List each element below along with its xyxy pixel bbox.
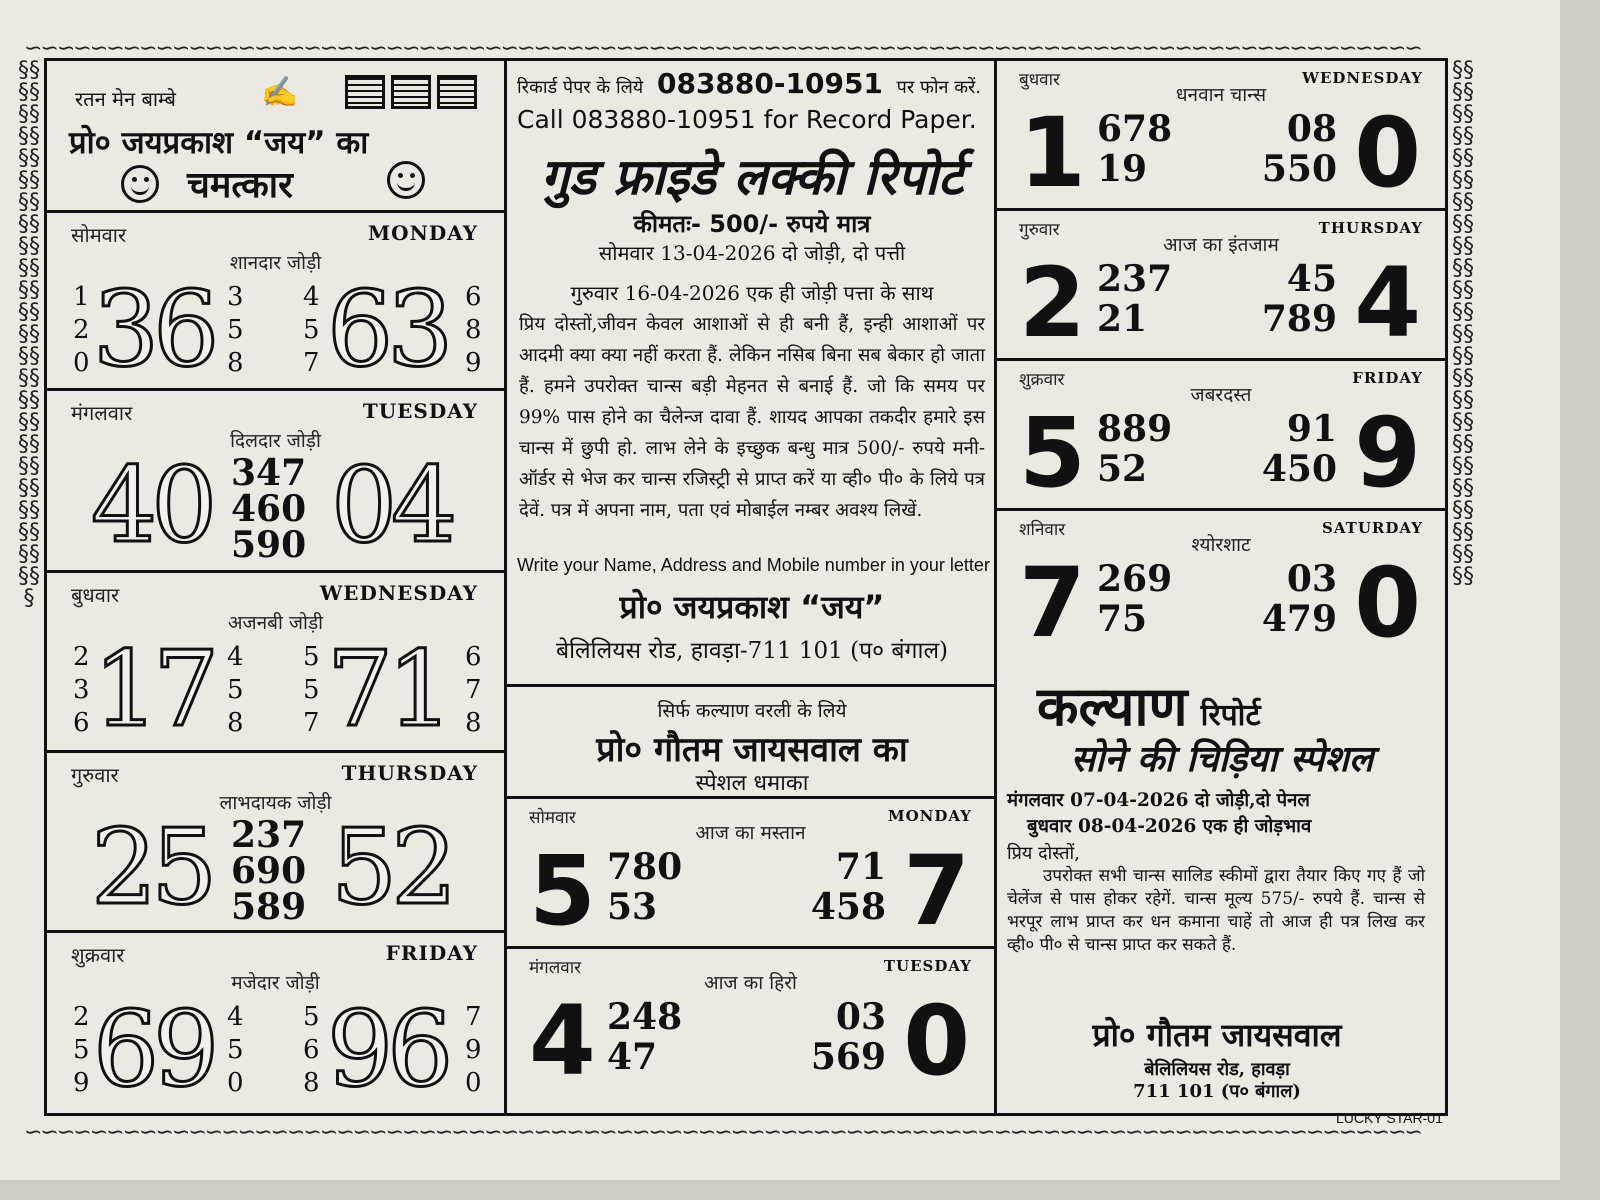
open-digit: 2	[1019, 247, 1086, 359]
panna-number: 450	[1261, 448, 1337, 490]
pen-icon: ✍	[261, 75, 299, 110]
digit: 5	[303, 315, 320, 345]
close-digit: 4	[1354, 247, 1421, 359]
digit: 0	[73, 348, 90, 378]
digit-stack	[227, 1001, 244, 1100]
jodi-number: 21	[1097, 298, 1148, 340]
jodi-number: 91	[1286, 408, 1337, 450]
digit-stack	[303, 1001, 320, 1100]
digit: 5	[303, 1002, 320, 1032]
main-report-box	[507, 61, 994, 687]
close-digit: 0	[903, 985, 970, 1097]
phone-line-pre: रिकार्ड पेपर के लिये	[517, 77, 644, 98]
kalyan-address-2: 711 101 (प० बंगाल)	[1133, 1081, 1301, 1102]
digit: 0	[227, 1068, 244, 1098]
report-body: प्रिय दोस्तों,जीवन केवल आशाओं से ही बनी हैं, इन्ही आशाओं पर आदमी क्या क्या नहीं करता हैं. लेकिन नसिब बिना सब बेकार हो जाता हैं. हमने उपरोक्त चान्स बड़ी मेहनत से बनाई हैं. जो कि समय पर 99% पास होने का चैलेन्ज दावा हैं. शायद आपका तकदीर हमारे इस चान्स में छुपी हो. लाभ लेने के इच्छुक बन्धु मात्र 500/- रुपये मनी-ऑर्डर से भेज कर चान्स रजिस्ट्री से प्राप्त करें या व्ही० पी० के लिये पत्र देवें. पत्र में अपना नाम, पता एवं मोबाईल नम्बर अवश्य लिखें.	[519, 314, 985, 521]
digit-stack	[465, 281, 482, 380]
panna-number: 550	[1261, 148, 1337, 190]
panna-number: 458	[810, 886, 886, 928]
panna-number: 889	[1097, 408, 1173, 450]
kalyan-date-2: बुधवार 08-04-2026 एक ही जोड़भाव	[1027, 816, 1312, 837]
panna-number: 269	[1097, 558, 1173, 600]
kalyan-greeting: प्रिय दोस्तों,	[1007, 843, 1080, 864]
report-title: गुड फ्राइडे लक्की रिपोर्ट	[540, 148, 964, 206]
day-number-box	[997, 511, 1445, 661]
jodi-number: 71	[327, 628, 448, 750]
day-name-english: FRIDAY	[385, 941, 478, 965]
left-day-box	[47, 573, 504, 753]
digit: 5	[73, 1035, 90, 1065]
digit: 6	[303, 1035, 320, 1065]
kalyan-title: कल्याण	[1037, 675, 1188, 738]
kalyan-report-box	[997, 661, 1445, 1113]
digit-stack	[227, 281, 244, 380]
jodi-number: 08	[1286, 108, 1337, 150]
left-day-box	[47, 391, 504, 573]
jodi-number: 45	[1286, 258, 1337, 300]
open-digit: 1	[1019, 97, 1086, 209]
gautam-name: प्रो० गौतम जायसवाल का	[596, 730, 908, 770]
address: बेलिलियस रोड, हावड़ा-711 101 (प० बंगाल)	[555, 638, 949, 664]
digit: 1	[73, 282, 90, 312]
right-column	[997, 61, 1445, 1113]
panna-number: 460	[231, 488, 307, 530]
digit: 6	[465, 642, 482, 672]
day-tagline: धनवान चान्स	[1175, 84, 1267, 106]
day-name-hindi: शुक्रवार	[1019, 370, 1065, 390]
jodi-number: 71	[835, 846, 886, 888]
digit: 7	[303, 708, 320, 738]
digit: 8	[227, 708, 244, 738]
digit: 9	[73, 1068, 90, 1098]
bottom-border-ornament: ∽∽∽∽∽∽∽∽∽∽∽∽∽∽∽∽∽∽∽∽∽∽∽∽∽∽∽∽∽∽∽∽∽∽∽∽∽∽∽∽∽∽∽∽∽∽∽∽∽∽∽∽∽∽∽∽∽∽∽∽∽∽∽∽∽∽∽∽∽∽∽∽∽∽∽∽∽∽∽∽∽∽∽∽∽	[24, 1122, 1421, 1144]
jodi-number: 75	[1097, 598, 1148, 640]
digit: 2	[73, 642, 90, 672]
left-day-box	[47, 933, 504, 1119]
footer-code: LUCKY STAR-01	[1336, 1110, 1443, 1126]
digit: 8	[303, 1068, 320, 1098]
jodi-number: 03	[1286, 558, 1337, 600]
day-number-box	[997, 361, 1445, 511]
kalyan-name: प्रो० गौतम जायसवाल	[1092, 1016, 1342, 1054]
day-tagline: आज का हिरो	[704, 972, 797, 994]
digit: 6	[465, 282, 482, 312]
page-frame	[44, 58, 1448, 1116]
call-line: Call 083880-10951 for Record Paper.	[517, 105, 977, 134]
phone-number: 083880-10951	[656, 67, 883, 100]
digit-stack	[465, 641, 482, 740]
day-name-english: MONDAY	[368, 221, 478, 245]
jodi-number: 19	[1097, 148, 1148, 190]
left-border-ornament: §§§§§§§§§§§§§§§§§§§§§§§§§§§§§§§§§§§§§§§§§§§§§§§§§	[18, 60, 40, 611]
digit: 5	[227, 1035, 244, 1065]
header-box	[47, 61, 504, 213]
open-digit: 5	[529, 835, 596, 947]
book-icon	[345, 75, 385, 109]
pair-tagline: शानदार जोड़ी	[229, 252, 322, 274]
close-digit: 0	[1354, 547, 1421, 659]
smiley-icon	[121, 165, 159, 203]
date-line-1: सोमवार 13-04-2026 दो जोड़ी, दो पत्ती	[598, 241, 906, 265]
day-name-hindi: सोमवार	[71, 223, 127, 247]
day-number-box	[507, 799, 994, 949]
day-name-hindi: बुधवार	[71, 583, 120, 607]
digit: 8	[227, 348, 244, 378]
jodi-number: 04	[331, 444, 452, 566]
jodi-number: 53	[607, 886, 658, 928]
panna-number: 789	[1261, 298, 1337, 340]
day-tagline: आज का इंतजाम	[1163, 234, 1279, 256]
left-column	[47, 61, 507, 1113]
pair-tagline: अजनबी जोड़ी	[227, 612, 324, 634]
panna-number: 248	[607, 996, 683, 1038]
panna-stack	[231, 452, 307, 566]
book-icon	[391, 75, 431, 109]
day-name-english: WEDNESDAY	[1302, 69, 1423, 87]
jodi-number: 52	[331, 806, 452, 928]
jodi-number: 36	[93, 268, 214, 390]
kalyan-date-1: मंगलवार 07-04-2026 दो जोड़ी,दो पेनल	[1007, 790, 1310, 811]
jodi-number: 25	[91, 806, 212, 928]
day-name-english: WEDNESDAY	[319, 581, 478, 605]
digit: 7	[465, 1002, 482, 1032]
digit: 4	[227, 642, 244, 672]
panna-number: 479	[1261, 598, 1337, 640]
panna-number: 590	[231, 524, 307, 566]
digit: 4	[227, 1002, 244, 1032]
left-day-box	[47, 213, 504, 391]
jodi-number: 03	[835, 996, 886, 1038]
day-tagline: जबरदस्त	[1190, 384, 1252, 406]
close-digit: 7	[903, 835, 970, 947]
day-name-english: TUESDAY	[362, 399, 478, 423]
header-name: प्रो० जयप्रकाश “जय” का	[69, 125, 369, 161]
middle-column	[507, 61, 997, 1113]
day-tagline: श्योरशाट	[1191, 534, 1251, 556]
right-border-ornament: §§§§§§§§§§§§§§§§§§§§§§§§§§§§§§§§§§§§§§§§§§§§§§§§	[1452, 60, 1474, 589]
day-name-hindi: मंगलवार	[71, 401, 133, 425]
jodi-number: 52	[1097, 448, 1148, 490]
close-digit: 9	[1354, 397, 1421, 509]
phone-line-post: पर फोन करें.	[896, 77, 982, 98]
panna-stack	[231, 814, 307, 928]
panna-number: 569	[810, 1036, 886, 1078]
close-digit: 0	[1354, 97, 1421, 209]
special-dhamaka: स्पेशल धमाका	[695, 771, 809, 796]
digit: 9	[465, 348, 482, 378]
panna-number: 347	[231, 452, 307, 494]
signature: प्रो० जयप्रकाश “जय”	[619, 588, 885, 626]
kalyan-title-suffix: रिपोर्ट	[1200, 698, 1261, 733]
day-name-english: THURSDAY	[1318, 219, 1423, 237]
digit-stack	[227, 641, 244, 740]
day-number-box	[997, 61, 1445, 211]
day-name-hindi: मंगलवार	[529, 958, 582, 978]
day-tagline: आज का मस्तान	[695, 822, 806, 844]
jodi-number: 63	[327, 268, 448, 390]
digit: 5	[227, 675, 244, 705]
price-line: कीमतः- 500/- रुपये मात्र	[633, 210, 871, 238]
day-name-english: SATURDAY	[1322, 519, 1423, 537]
day-name-hindi: सोमवार	[529, 808, 576, 828]
digit: 4	[303, 282, 320, 312]
day-name-english: MONDAY	[888, 807, 972, 825]
open-digit: 4	[529, 985, 596, 1097]
date-line-2: गुरुवार 16-04-2026 एक ही जोड़ी पत्ता के साथ	[570, 281, 934, 305]
jodi-number: 17	[93, 628, 214, 750]
digit: 5	[303, 675, 320, 705]
panna-number: 780	[607, 846, 683, 888]
day-number-box	[997, 211, 1445, 361]
digit: 2	[73, 315, 90, 345]
day-name-hindi: गुरुवार	[1019, 220, 1060, 240]
jodi-number: 40	[91, 444, 212, 566]
day-name-hindi: बुधवार	[1019, 70, 1060, 90]
top-border-ornament: ∽∽∽∽∽∽∽∽∽∽∽∽∽∽∽∽∽∽∽∽∽∽∽∽∽∽∽∽∽∽∽∽∽∽∽∽∽∽∽∽∽∽∽∽∽∽∽∽∽∽∽∽∽∽∽∽∽∽∽∽∽∽∽∽∽∽∽∽∽∽∽∽∽∽∽∽∽∽∽∽∽∽∽∽∽	[24, 38, 1421, 60]
panna-number: 690	[231, 850, 307, 892]
digit-stack	[303, 641, 320, 740]
gautam-special-box	[507, 687, 994, 799]
digit-stack	[303, 281, 320, 380]
digit: 7	[465, 675, 482, 705]
panna-number: 589	[231, 886, 307, 928]
panna-number: 237	[1097, 258, 1173, 300]
day-name-hindi: गुरुवार	[71, 763, 119, 787]
jodi-number: 69	[93, 988, 214, 1110]
digit: 3	[73, 675, 90, 705]
header-tagline: चमत्कार	[187, 165, 293, 206]
left-day-box	[47, 753, 504, 933]
day-name-hindi: शनिवार	[1019, 520, 1066, 540]
pair-tagline: दिलदार जोड़ी	[230, 430, 321, 452]
day-name-hindi: शुक्रवार	[71, 943, 125, 967]
day-name-english: FRIDAY	[1352, 369, 1423, 387]
panna-number: 237	[231, 814, 307, 856]
open-digit: 7	[1019, 547, 1086, 659]
pair-tagline: मजेदार जोड़ी	[231, 972, 320, 994]
digit: 8	[465, 315, 482, 345]
digit-stack	[73, 1001, 90, 1100]
day-number-box	[507, 949, 994, 1119]
smiley-icon	[387, 161, 425, 199]
digit: 9	[465, 1035, 482, 1065]
kalyan-subtitle: सोने की चिड़िया स्पेशल	[1070, 739, 1374, 780]
digit: 5	[227, 315, 244, 345]
digit: 8	[465, 708, 482, 738]
day-name-english: TUESDAY	[883, 957, 972, 975]
jodi-number: 96	[327, 988, 448, 1110]
digit: 7	[303, 348, 320, 378]
digit: 6	[73, 708, 90, 738]
open-digit: 5	[1019, 397, 1086, 509]
digit-stack	[465, 1001, 482, 1100]
kalyan-body: उपरोक्त सभी चान्स सालिड स्कीमों द्वारा तैयार किए गए हैं जो चेलेंज से पास होकर रहेगें. चान्स मूल्य 575/- रुपये हैं. चान्स से भरपूर लाभ प्राप्त कर धन कमाना चाहें तो आज ही पत्र लिख कर व्ही० पी० से चान्स प्राप्त कर सकते हैं.	[1007, 866, 1425, 955]
digit: 2	[73, 1002, 90, 1032]
digit-stack	[73, 281, 90, 380]
digit: 0	[465, 1068, 482, 1098]
kalyan-only-line: सिर्फ कल्याण वरली के लिये	[657, 700, 847, 722]
digit: 3	[227, 282, 244, 312]
kalyan-address-1: बेलिलियस रोड, हावड़ा	[1144, 1059, 1290, 1080]
jodi-number: 47	[607, 1036, 658, 1078]
digit: 5	[303, 642, 320, 672]
pair-tagline: लाभदायक जोड़ी	[219, 792, 332, 814]
panna-number: 678	[1097, 108, 1173, 150]
header-top-line: रतन मेन बाम्बे	[75, 87, 176, 111]
english-instruction: Write your Name, Address and Mobile number in your letter	[517, 555, 990, 575]
book-icon	[437, 75, 477, 109]
digit-stack	[73, 641, 90, 740]
day-name-english: THURSDAY	[341, 761, 478, 785]
